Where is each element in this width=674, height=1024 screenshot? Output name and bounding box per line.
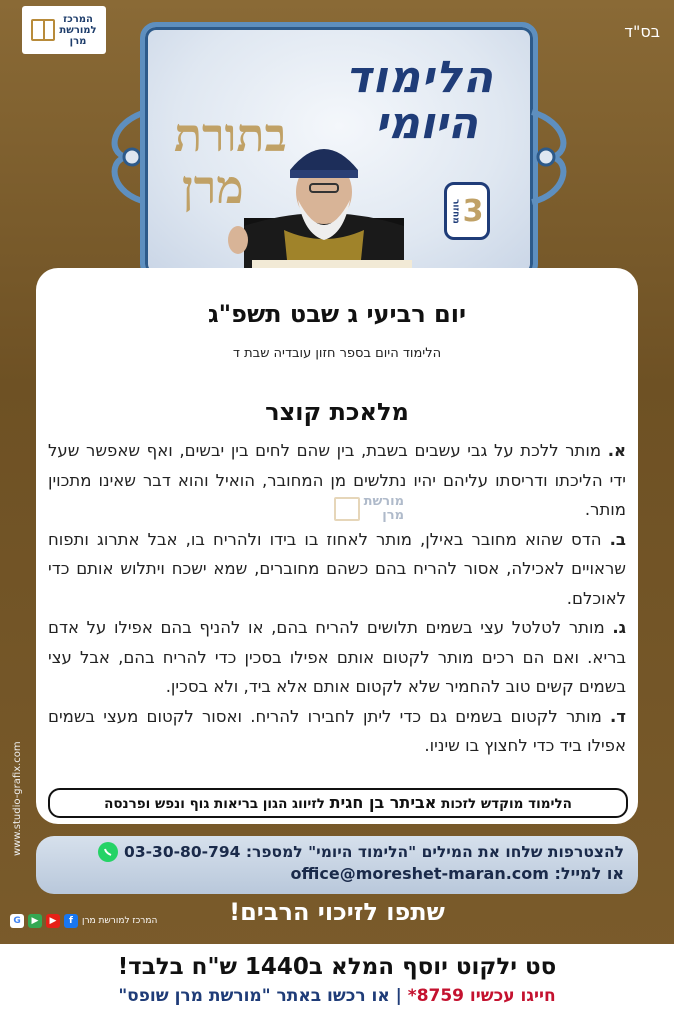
dedication-box: הלימוד מוקדש לזכות אביתר בן חגית לזיווג הגון בריאות גוף ונפש ופרנסה	[48, 788, 628, 818]
rabbi-portrait-image	[224, 130, 424, 280]
share-call-to-action: שתפו לזיכוי הרבים!	[229, 898, 445, 926]
facebook-icon[interactable]: f	[64, 914, 78, 928]
section-heading: מלאכת קוצר	[265, 398, 409, 426]
cycle-number: 3	[462, 193, 484, 229]
swirl-ornament-icon	[522, 102, 576, 212]
dedication-name: אביתר בן חגית	[329, 793, 437, 812]
logo-text: המרכז למורשת מרן	[59, 13, 97, 47]
watermark-text: מורשת מרן	[363, 494, 404, 523]
buy-online-text[interactable]: או רכשו באתר "מורשת מרן שופס"	[118, 986, 390, 1006]
whatsapp-icon	[98, 842, 118, 862]
cycle-badge	[444, 182, 490, 240]
book-icon	[31, 19, 55, 41]
halacha-paragraph: ב. הדס שהוא מחובר באילן, מותר לאחוז בו בידו ולהריח בו, אבל אתרוג ותפוח שראויים לאכילה, אסור להריח בהם כשהם מחוברים, שמא ישכח ויתלוש אותם כדי לאוכלם.	[48, 529, 626, 608]
halacha-paragraph: א. מותר ללכת על גבי עשבים בשבת, בין שהם לחים בין יבשים, ואף שאפשר שעל ידי הליכתו ודריסתו עליהם יהיו נתלשים מן המחובר, הואיל והוא דבר שאינו מתכוין מותר.	[48, 441, 626, 519]
youtube-icon[interactable]: ▶	[46, 914, 60, 928]
bsd-label: בס"ד	[624, 22, 660, 41]
cycle-label: מחזור	[450, 198, 461, 224]
call-now-text[interactable]: חייגו עכשיו 8759*	[407, 986, 556, 1006]
halacha-paragraph: ג. מותר לטלטל עצי בשמים תלושים להריח בהם, או להניף בהם אפילו על אדם בריא. ואם הם רכים מותר לקטום אותם אפילו בסכין כדי להריח בהם, אבל עצי בשמים קשים טוב להחמיר שלא לקטום אותם אלא ביד, ולא בסכין.	[48, 618, 626, 696]
social-links	[10, 914, 161, 928]
halacha-body	[48, 436, 626, 761]
halacha-paragraph: ד. מותר לקטום בשמים גם כדי ליתן לחבירו להריח. ואסור לקטום מעצי בשמים אפילו ביד כדי לחצוץ בו שיניו.	[48, 706, 626, 755]
footer-cta: חייגו עכשיו 8759* | או רכשו באתר "מורשת מרן שופס"	[118, 986, 556, 1006]
hebrew-date: יום רביעי ג שבט תשפ"ג	[207, 300, 467, 328]
google-icon[interactable]: G	[10, 914, 24, 928]
title-hayomi: היומי	[374, 98, 478, 149]
footer-headline: סט ילקוט יוסף המלא ב1440 ש"ח בלבד!	[117, 954, 557, 980]
google-play-icon[interactable]: ▶	[28, 914, 42, 928]
title-halimud: הלימוד	[345, 52, 494, 103]
studio-credit: www.studio-grafix.com	[12, 741, 23, 856]
contact-box	[36, 836, 638, 894]
maran-logo	[22, 6, 106, 54]
title-maran: מרן	[182, 160, 244, 214]
social-label: המרכז למורשת מרן	[82, 916, 158, 926]
study-source: הלימוד היום בספר חזון עובדיה שבת ד	[232, 346, 442, 361]
footer-ad	[0, 944, 674, 1024]
email-line[interactable]: או למייל: office@moreshet-maran.com	[290, 864, 624, 883]
watermark-logo	[294, 488, 404, 530]
whatsapp-line[interactable]: להצטרפות שלחו את המילים "הלימוד היומי" למספר: 03-30-80-794	[50, 842, 624, 862]
title-betorat: בתורת	[174, 108, 287, 162]
book-icon	[334, 497, 360, 521]
